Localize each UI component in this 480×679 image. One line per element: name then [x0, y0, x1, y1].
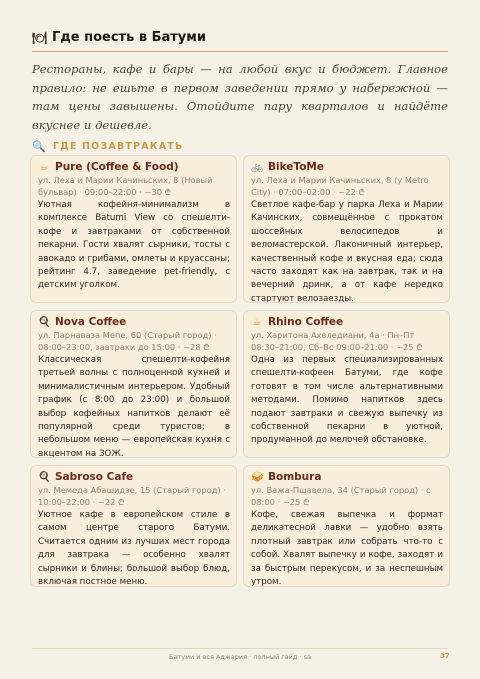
sandwich-icon: 🥪 — [251, 472, 264, 483]
cafe-meta: ул. Парнаваза Мепе, 60 (Старый город) · 08:00–23:00, завтраки до 15:00 · ~28 ₾ — [38, 330, 217, 352]
cafe-meta: ул. Леха и Марии Качиньских, 8 (у Metro City) · 07:00–02:00 · ~22 ₾ — [251, 175, 429, 197]
cafe-name: Bombura — [268, 471, 322, 483]
page-header — [32, 30, 448, 45]
fork-knife-icon: 🍽 — [32, 30, 48, 45]
cafe-name: Rhino Coffee — [268, 316, 344, 328]
cafe-description: Уютное кафе в европейском стиле в самом центре старого Батуми. Считается одним из лучших мест города для завтрака — особенно хвалят сырники и блины; большой выбор блюд, включая постное меню. — [38, 510, 230, 587]
cafe-card — [30, 155, 237, 303]
cafe-meta: ул. Важа-Пшавела, 34 (Старый город) · с 08:00 · ~25 ₾ — [251, 485, 431, 507]
bicycle-icon: 🚲 — [251, 162, 264, 173]
intro-paragraph: Рестораны, кафе и бары — на любой вкус и бюджет. Главное правило: не ешьте в первом заведении прямо у набережной — там цены завышены. Отойдите пару кварталов и найдёте вкуснее и дешевле. — [32, 62, 448, 132]
cafe-description: Классическая спешелти-кофейня третьей волны с полноценной кухней и минималистичным интерьером. Удобный график (с 8:00 до 23:00) и большой выбор кофейных напитков делают её популярной среди туристов; в небольшом меню — европейская кухня с акцентом на ЗОЖ. — [38, 355, 230, 458]
search-icon: 🔍 — [32, 140, 47, 153]
cafe-name: Pure (Coffee & Food) — [55, 161, 179, 173]
cafe-name: Sabroso Cafe — [55, 471, 134, 483]
page-title: Где поесть в Батуми — [52, 30, 207, 45]
coffee-cup-icon: ☕ — [39, 162, 49, 173]
section-label: ГДЕ ПОЗАВТРАКАТЬ — [52, 141, 184, 152]
cafe-card — [30, 310, 237, 458]
cafe-description: Уютная кофейня-минимализм в комплексе Batumi View со спешелти-кофе и завтраками от собственной пекарни. Гости хвалят сырники, тосты с авокадо и грибами, омлеты и круассаны; рейтинг 4.7, заведение pet-friendly, с детским уголком. — [38, 200, 230, 291]
page-number: 37 — [440, 652, 450, 660]
cafe-meta: ул. Леха и Марии Качиньских, 8 (Новый бульвар) · 09:00–22:00 · ~30 ₾ — [38, 175, 213, 197]
breakfast-icon: 🍳 — [38, 472, 51, 483]
cafe-card — [30, 465, 237, 587]
cafe-card — [243, 155, 450, 303]
coffee-cup-icon: ☕ — [252, 317, 262, 328]
header-divider — [32, 51, 448, 52]
cafe-name: Nova Coffee — [55, 316, 127, 328]
cafe-meta: ул. Мемеда Абашидзе, 15 (Старый город) · 10:00–22:00 · ~22 ₾ — [38, 485, 226, 507]
footer-divider — [32, 648, 448, 649]
footer-text: Батуми и вся Аджария · полный гайд · sa — [169, 653, 311, 661]
section-heading — [32, 140, 183, 153]
cafe-meta: ул. Харитона Ахвледиани, 4а · Пн–Пт 08:30–21:00, Сб–Вс 09:00–21:00 · ~25 ₾ — [251, 330, 423, 352]
cafe-card — [243, 465, 450, 587]
cafe-description: Одна из первых специализированных спешелти-кофеен Батуми, где кофе готовят в том числе альтернативными методами. Помимо напитков здесь подают завтраки и свежую выпечку из собственной пекарни в уютной, продуманной до мелочей обстановке. — [251, 355, 443, 446]
breakfast-icon: 🍳 — [38, 317, 51, 328]
cafe-description: Светлое кафе-бар у парка Леха и Марии Качинских, совмещённое с прокатом шоссейных велосипедов и веломастерской. Лаконичный интерьер, качественный кофе и вкусная еда; сюда часто заходят как на завтрак, так и на вечерний дринк, а от кафе нередко стартуют велозаезды. — [251, 200, 443, 303]
cafe-card — [243, 310, 450, 458]
cafe-description: Кофе, свежая выпечка и формат деликатесной лавки — удобно взять плотный завтрак или собрать что-то с собой. Хвалят выпечку и кофе, заходят и за быстрым перекусом, и за неспешным утром. — [251, 510, 443, 587]
cafe-name: BikeToMe — [268, 161, 324, 173]
